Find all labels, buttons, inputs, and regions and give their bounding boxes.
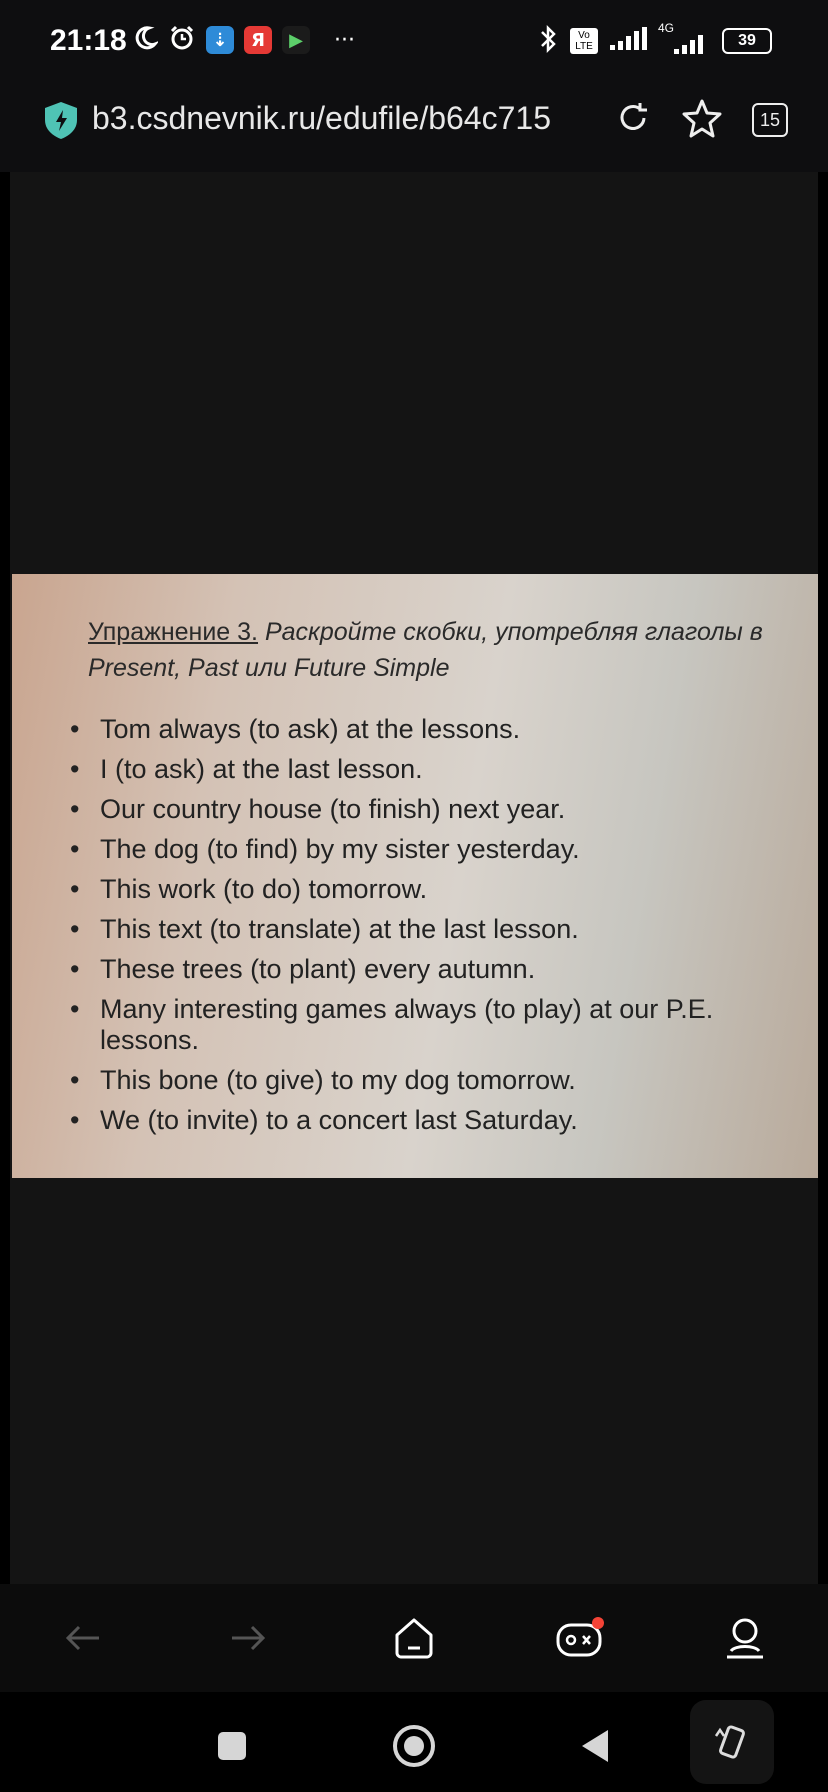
star-icon[interactable] (682, 98, 722, 142)
exercise-slide (12, 574, 818, 1178)
list-item: • This work (to do) tomorrow. (52, 874, 812, 905)
yandex-icon: Я (244, 26, 272, 54)
home-button-icon[interactable] (386, 1718, 442, 1774)
volte-icon: Vo LTE (570, 28, 598, 54)
play-icon: ▶ (282, 26, 310, 54)
reload-icon[interactable] (614, 99, 652, 141)
signal-icon (608, 27, 648, 55)
tab-count-button[interactable]: 15 (752, 103, 788, 137)
exercise-instruction: Раскройте скобки, употребляя глаголы в Present, Past или Future Simple (88, 618, 763, 682)
list-item: • Many interesting games always (to play) at our P.E. lessons. (52, 994, 812, 1056)
slide-title (88, 614, 788, 686)
status-time: 21:18 (50, 24, 127, 57)
gamepad-icon[interactable] (550, 1608, 610, 1668)
browser-bottom-nav (0, 1584, 828, 1692)
status-icons-right (538, 21, 772, 58)
status-bar (0, 0, 828, 82)
exercise-label: Упражнение 3. (88, 618, 259, 646)
back-arrow-icon[interactable] (53, 1608, 113, 1668)
forward-arrow-icon[interactable] (218, 1608, 278, 1668)
list-item: • This text (to translate) at the last lesson. (52, 914, 812, 945)
signal-4g-icon (658, 21, 712, 55)
status-icons-left (132, 24, 355, 56)
url-text[interactable]: b3.csdnevnik.ru/edufile/b64c715 (92, 100, 551, 136)
alarm-icon (168, 24, 196, 56)
rotate-screen-icon[interactable] (690, 1700, 774, 1784)
list-item: • I (to ask) at the last lesson. (52, 754, 812, 785)
list-item: • This bone (to give) to my dog tomorrow. (52, 1065, 812, 1096)
recents-icon[interactable] (204, 1718, 260, 1774)
list-item: • The dog (to find) by my sister yesterday. (52, 834, 812, 865)
exercise-list (52, 714, 812, 1145)
back-button-icon[interactable] (568, 1718, 624, 1774)
list-item: • Our country house (to finish) next year. (52, 794, 812, 825)
home-icon[interactable] (384, 1608, 444, 1668)
list-item: • These trees (to plant) every autumn. (52, 954, 812, 985)
more-notifications-icon: ··· (334, 27, 355, 53)
shield-icon[interactable] (42, 100, 80, 144)
battery-indicator: 39 (722, 28, 772, 54)
url-actions (614, 98, 788, 142)
moon-icon (132, 25, 158, 55)
app-badge-icon: ⇣ (206, 26, 234, 54)
list-item: • Tom always (to ask) at the lessons. (52, 714, 812, 745)
profile-icon[interactable] (715, 1608, 775, 1668)
bluetooth-icon (538, 24, 560, 58)
system-nav-bar (0, 1692, 828, 1792)
network-type: 4G (658, 21, 675, 35)
list-item: • We (to invite) to a concert last Saturday. (52, 1105, 812, 1136)
